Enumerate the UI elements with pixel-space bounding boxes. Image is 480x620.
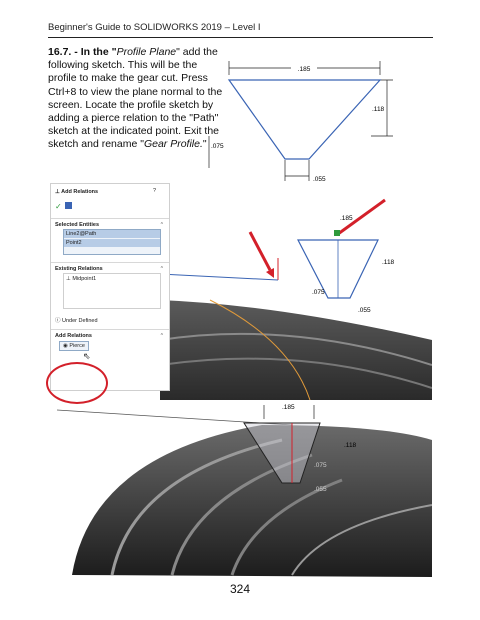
dim-top-width: .185 <box>297 66 311 73</box>
cursor-icon: ⇖ <box>83 351 91 361</box>
selected-entities-section[interactable]: Selected Entities ^ <box>51 218 169 219</box>
list-item[interactable]: Line2@Path <box>64 230 160 238</box>
dim3-left-edge: .075 <box>314 462 327 469</box>
collapse-icon[interactable]: ^ <box>160 222 163 228</box>
header-rule <box>48 37 433 38</box>
existing-relations-list[interactable] <box>63 273 161 309</box>
info-icon: ⓘ <box>55 318 63 324</box>
selected-entities-list[interactable] <box>63 229 161 255</box>
pierce-view-figure <box>160 190 432 400</box>
dim3-height: .118 <box>344 442 357 449</box>
pushpin-button[interactable] <box>65 202 72 209</box>
dim-left-edge: .075 <box>211 143 224 150</box>
panel-title: ⊥ Add Relations <box>55 189 99 195</box>
add-relations-section[interactable]: Add Relations ^ <box>51 329 169 330</box>
step-text: " add the following sketch. This will be the profile to make the gear cut. Press Ctrl+8 to view the plane normal to the screen. Locate the profile sketch by adding a pierce relation to the "Path" sketch at the indicated point. Exit the sketch and rename " <box>48 46 223 151</box>
step-paragraph <box>48 46 223 152</box>
plane-name: Profile Plane <box>116 46 177 58</box>
step-closing: " <box>202 138 207 151</box>
help-button[interactable]: ? <box>153 188 157 194</box>
pierce-button[interactable]: ◉ Pierce <box>59 341 89 351</box>
list-item[interactable]: ⊥ Midpoint1 <box>66 276 97 282</box>
page-number: 324 <box>229 582 251 596</box>
status-row: ⓘ Under Defined <box>55 318 98 324</box>
dim-bottom-width: .055 <box>313 176 326 183</box>
add-relations-panel <box>50 183 170 391</box>
rename-target: Gear Profile. <box>143 138 203 151</box>
step-number: 16.7. <box>48 46 72 58</box>
ok-button[interactable]: ✓ <box>55 202 62 211</box>
dim3-bottom-width: .055 <box>314 486 327 493</box>
collapse-icon[interactable]: ^ <box>160 333 163 339</box>
relation-icon: ⊥ <box>55 189 62 195</box>
dim2-bottom-width: .055 <box>358 307 371 314</box>
pierce-icon: ◉ <box>63 343 70 349</box>
list-item[interactable]: Point2 <box>64 239 160 247</box>
dim2-left-edge: .075 <box>312 289 325 296</box>
collapse-icon[interactable]: ^ <box>160 266 163 272</box>
dim-height: .118 <box>372 106 385 113</box>
existing-relations-section[interactable]: Existing Relations ^ <box>51 262 169 263</box>
page-header: Beginner's Guide to SOLIDWORKS 2019 – Level I <box>48 22 261 33</box>
step-dash: - In the " <box>71 46 117 58</box>
profile-sketch-figure <box>202 55 400 187</box>
dim3-top-width: .185 <box>282 404 295 411</box>
isometric-model-figure <box>52 395 432 577</box>
dim2-height: .118 <box>382 259 395 266</box>
dim2-top-width: .185 <box>340 215 353 222</box>
